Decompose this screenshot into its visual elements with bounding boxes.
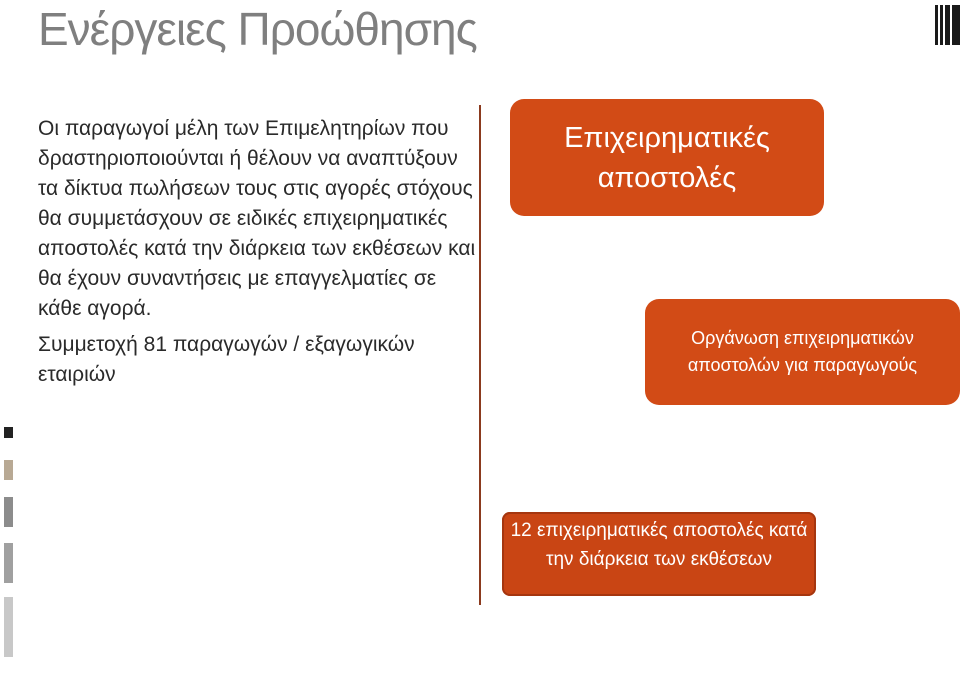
box-business-missions: Επιχειρηματικές αποστολές: [510, 99, 824, 216]
paragraph-description: Οι παραγωγοί μέλη των Επιμελητηρίων που δραστηριοποιούνται ή θέλουν να αναπτύξουν τα δίκτυα πωλήσεων τους στις αγορές στόχους θα συμμετάσχουν σε ειδικές επιχειρηματικές αποστολές κατά την διάρκεια των εκθέσεων και θα έχουν συναντήσεις με επαγγελματίες σε κάθε αγορά.: [38, 117, 476, 320]
body-text: [38, 114, 478, 396]
slide-title: Ενέργειες Προώθησης: [38, 3, 477, 55]
paragraph-participation: Συμμετοχή 81 παραγωγών / εξαγωγικών εταιριών: [38, 333, 415, 386]
vertical-divider: [479, 105, 481, 605]
box-missions-count: 12 επιχειρηματικές αποστολές κατά την διάρκεια των εκθέσεων: [502, 512, 816, 596]
corner-stripes-decoration: [930, 5, 960, 45]
box-organization: Οργάνωση επιχειρηματικών αποστολών για παραγωγούς: [645, 299, 960, 405]
